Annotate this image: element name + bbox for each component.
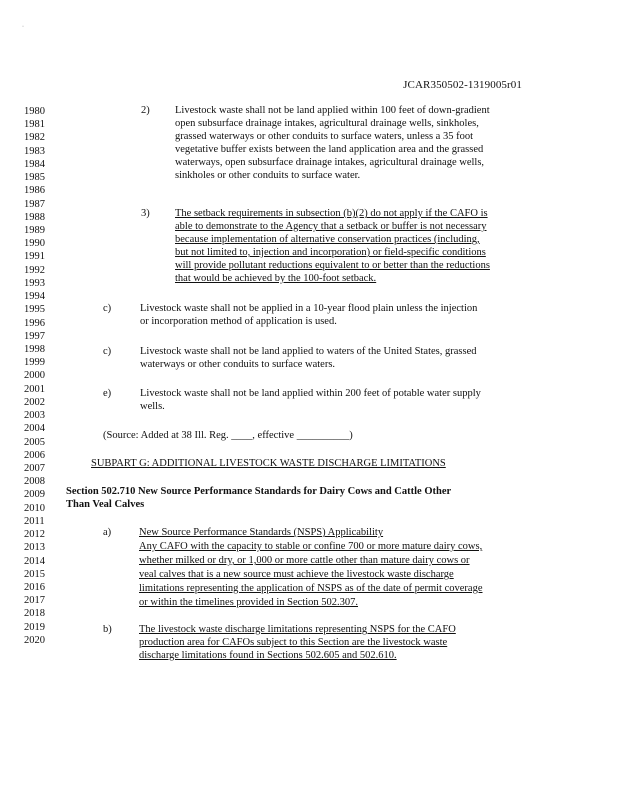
item-c-waters-line: waterways or other conduits to surface waters.: [140, 359, 336, 370]
line-number: 1983: [24, 145, 45, 157]
line-number: 2014: [24, 555, 45, 567]
line-number: 1997: [24, 330, 45, 342]
item-c-waters-label: c): [103, 346, 112, 357]
line-number: 2016: [24, 581, 45, 593]
item-3-line: but not limited to, injection and incorporation) or field-specific conditions: [175, 247, 486, 258]
line-number: 2001: [24, 383, 45, 395]
line-number: 1982: [24, 132, 45, 144]
line-number: 1999: [24, 357, 45, 369]
line-number: 2015: [24, 568, 45, 580]
line-number: 2000: [24, 370, 45, 382]
line-number: 1992: [24, 264, 45, 276]
item-b-line: production area for CAFOs subject to this Section are the livestock waste: [139, 637, 448, 648]
section-heading-line1: Section 502.710 New Source Performance Standards for Dairy Cows and Cattle Other: [66, 486, 452, 497]
section-heading-line2: Than Veal Calves: [66, 499, 145, 510]
line-number: 2019: [24, 621, 45, 633]
item-c-waters-line: Livestock waste shall not be land applied to waters of the United States, grassed: [140, 346, 477, 357]
item-2-line: open subsurface drainage intakes, agricultural drainage wells, sinkholes,: [175, 118, 479, 129]
line-number: 1989: [24, 225, 45, 236]
line-number: 2009: [24, 489, 45, 501]
item-3-line: will provide pollutant reductions equivalent to or better than the reductions: [175, 260, 490, 271]
item-b-label: b): [103, 624, 112, 635]
line-number: 1998: [24, 344, 45, 355]
item-e-line: Livestock waste shall not be land applied within 200 feet of potable water supply: [140, 388, 481, 399]
line-number: 1985: [24, 172, 45, 184]
item-a-line: whether milked or dry, or 1,000 or more cattle other than mature dairy cows or: [139, 555, 470, 566]
item-b-line: The livestock waste discharge limitations representing NSPS for the CAFO: [139, 624, 456, 635]
line-number: 2004: [24, 423, 45, 435]
item-2-line: sinkholes or other conduits to surface water.: [175, 170, 361, 181]
line-number: 1994: [24, 291, 45, 303]
line-number: 2002: [24, 396, 45, 408]
item-e-label: e): [103, 388, 112, 399]
line-number: 2007: [24, 462, 45, 474]
line-number: 2003: [24, 410, 45, 422]
line-number: 2008: [24, 476, 45, 488]
item-3-line: because implementation of alternative conservation practices (including,: [175, 234, 480, 245]
line-number: 2012: [24, 529, 45, 540]
item-2-line: grassed waterways or other conduits to surface waters, unless a 35 foot: [175, 131, 473, 142]
line-number: 2018: [24, 608, 45, 620]
line-number: 1996: [24, 317, 45, 329]
line-number: 1990: [24, 238, 45, 250]
item-c-floodplain-line: or incorporation method of application is used.: [140, 316, 337, 327]
line-number: 2017: [24, 595, 45, 607]
item-e-line: wells.: [140, 401, 165, 412]
line-number: 1995: [24, 304, 45, 316]
item-2-line: waterways, open subsurface drainage intakes, agricultural drainage wells,: [175, 157, 485, 168]
line-number: 2005: [24, 436, 45, 448]
line-number: 2006: [24, 449, 45, 461]
document-id: JCAR350502-1319005r01: [403, 79, 522, 91]
item-2-label: 2): [141, 105, 150, 116]
corner-mark: ·: [22, 24, 24, 30]
item-3-line: The setback requirements in subsection (b)(2) do not apply if the CAFO is: [175, 208, 488, 219]
item-c-floodplain-line: Livestock waste shall not be applied in a 10-year flood plain unless the injection: [140, 303, 478, 314]
item-a-line: or within the timelines provided in Section 502.307.: [139, 597, 359, 608]
line-number: 1986: [24, 185, 45, 197]
line-number: 1980: [24, 106, 45, 117]
item-3-label: 3): [141, 208, 150, 219]
line-number: 1988: [24, 211, 45, 223]
item-b-line: discharge limitations found in Sections 502.605 and 502.610.: [139, 650, 397, 661]
item-2-line: vegetative buffer exists between the land application area and the grassed: [175, 144, 484, 155]
item-a-line: limitations representing the application of NSPS as of the date of permit coverage: [139, 583, 483, 594]
item-a-line: veal calves that is a new source must achieve the livestock waste discharge: [139, 569, 454, 580]
line-number: 1981: [24, 119, 45, 131]
line-number: 2020: [24, 634, 45, 646]
item-a-label: a): [103, 527, 112, 538]
item-a-line: Any CAFO with the capacity to stable or confine 700 or more mature dairy cows,: [139, 541, 483, 552]
line-number: 2011: [24, 515, 45, 527]
line-number: 2010: [24, 502, 45, 514]
item-a-title: New Source Performance Standards (NSPS) Applicability: [139, 527, 384, 538]
line-number: 1987: [24, 198, 45, 210]
source-note: (Source: Added at 38 Ill. Reg. ____, effective __________): [103, 430, 353, 441]
line-number: 1991: [24, 251, 45, 263]
item-c-floodplain-label: c): [103, 303, 112, 314]
item-3-line: able to demonstrate to the Agency that a setback or buffer is not necessary: [175, 221, 487, 232]
subpart-heading: SUBPART G: ADDITIONAL LIVESTOCK WASTE DISCHARGE LIMITATIONS: [91, 458, 446, 469]
item-2-line: Livestock waste shall not be land applied within 100 feet of down-gradient: [175, 105, 490, 116]
item-3-line: that would be achieved by the 100-foot setback.: [175, 273, 377, 284]
line-number: 1984: [24, 158, 45, 170]
line-number: 1993: [24, 277, 45, 289]
line-number: 2013: [24, 542, 45, 554]
